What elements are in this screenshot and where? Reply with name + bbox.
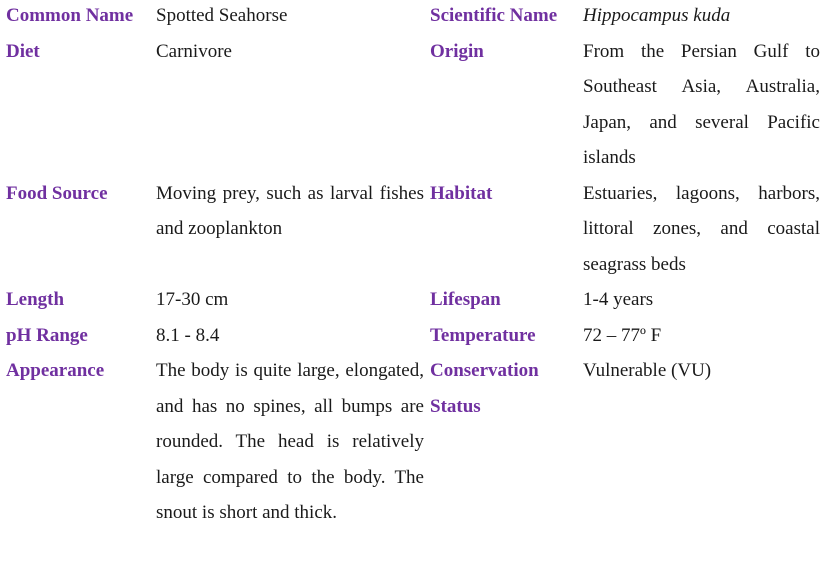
lifespan-value: 1-4 years [583,289,654,310]
ph-range-value: 8.1 - 8.4 [156,324,220,346]
table-row [3,282,823,318]
table-row [3,34,823,176]
habitat-label: Habitat [430,182,493,204]
habitat-value: Estuaries, lagoons, harbors, littoral zones, and coastal seagrass beds [583,182,820,275]
food-source-value: Moving prey, such as larval fishes and zooplankton [156,182,424,239]
common-name-label: Common Name [6,5,134,26]
appearance-value: The body is quite large, elongated, and has no spines, all bumps are rounded. The head is relatively large compared to the body. The snout is short and thick. [156,360,424,523]
ph-range-label: pH Range [6,324,88,346]
scientific-name-value: Hippocampus kuda [583,5,731,26]
scientific-name-label: Scientific Name [430,5,558,26]
diet-value: Carnivore [156,40,232,62]
length-label: Length [6,289,65,310]
length-value: 17-30 cm [156,289,229,310]
species-facts-table [3,0,823,531]
table-row [3,0,823,34]
temperature-label: Temperature [430,324,536,346]
conservation-status-label: Conservation Status [430,360,539,417]
table-row [3,318,823,354]
common-name-value: Spotted Seahorse [156,5,288,26]
table-row [3,176,823,283]
food-source-label: Food Source [6,182,108,204]
diet-label: Diet [6,40,40,62]
temperature-value: 72 – 77º F [583,324,662,346]
table-row [3,353,823,531]
conservation-status-value: Vulnerable (VU) [583,360,712,381]
appearance-label: Appearance [6,360,105,381]
lifespan-label: Lifespan [430,289,501,310]
origin-value: From the Persian Gulf to Southeast Asia, Australia, Japan, and several Pacific islands [583,40,820,168]
origin-label: Origin [430,40,484,62]
